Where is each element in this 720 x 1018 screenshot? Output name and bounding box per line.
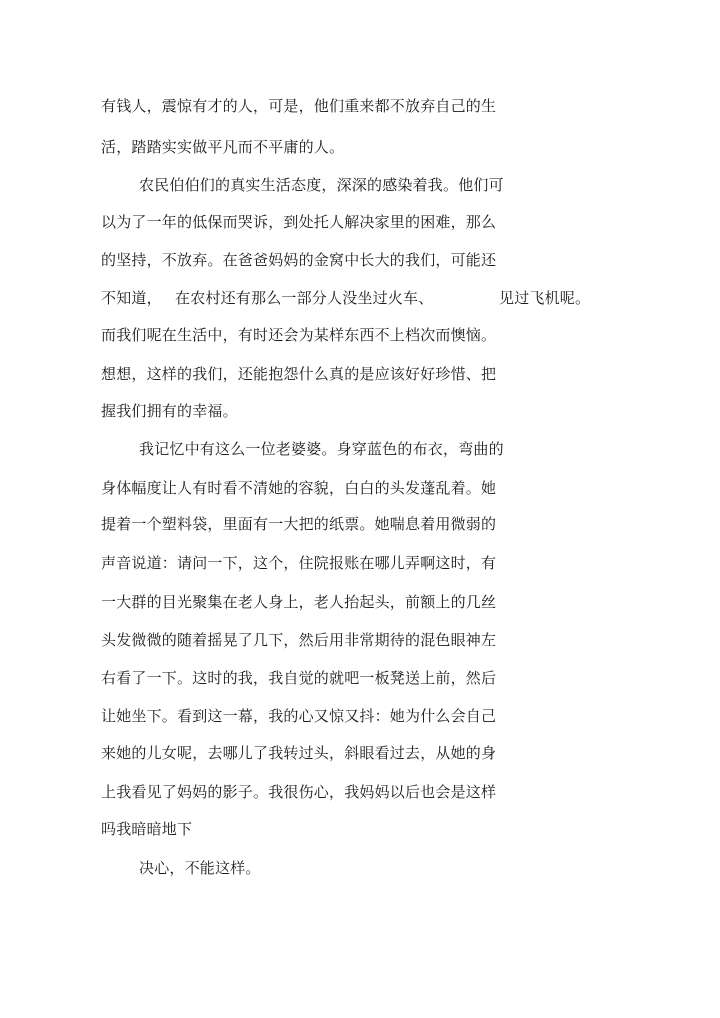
text-line: 活，踏踏实实做平凡而不平庸的人。 bbox=[101, 138, 345, 156]
text-line: 想想，这样的我们，还能抱怨什么真的是应该好好珍惜、把 bbox=[101, 365, 497, 383]
text-line: 右看了一下。这时的我，我自觉的就吧一板凳送上前，然后 bbox=[101, 669, 497, 687]
text-line: 以为了一年的低保而哭诉，到处托人解决家里的困难，那么 bbox=[101, 213, 497, 231]
text-line: 身体幅度让人有时看不清她的容貌，白白的头发蓬乱着。她 bbox=[101, 479, 497, 497]
paragraph-first-line: 农民伯伯们的真实生活态度，深深的感染着我。他们可 bbox=[139, 176, 504, 194]
paragraph-first-line: 决心，不能这样。 bbox=[139, 859, 261, 877]
text-line: 有钱人，震惊有才的人，可是，他们重来都不放弃自己的生 bbox=[101, 97, 497, 115]
text-line: 头发微微的随着摇晃了几下，然后用非常期待的混色眼神左 bbox=[101, 631, 497, 649]
text-line: 一大群的目光聚集在老人身上，老人抬起头，前额上的几丝 bbox=[101, 593, 497, 611]
text-segment: 见过飞机呢。 bbox=[499, 289, 591, 307]
text-line-with-gaps bbox=[101, 288, 601, 308]
paragraph-first-line: 我记忆中有这么一位老婆婆。身穿蓝色的布衣，弯曲的 bbox=[139, 440, 504, 458]
text-line: 的坚持，不放弃。在爸爸妈妈的金窝中长大的我们，可能还 bbox=[101, 251, 497, 269]
text-line: 提着一个塑料袋，里面有一大把的纸票。她喘息着用微弱的 bbox=[101, 515, 497, 533]
text-line: 来她的儿女呢，去哪儿了我转过头，斜眼看过去，从她的身 bbox=[101, 744, 497, 762]
text-line: 声音说道：请问一下，这个，住院报账在哪儿弄啊这时，有 bbox=[101, 554, 497, 572]
text-line: 吗我暗暗地下 bbox=[101, 820, 193, 838]
text-line: 而我们呢在生活中，有时还会为某样东西不上档次而懊恼。 bbox=[101, 326, 497, 344]
text-segment: 在农村还有那么一部分人没坐过火车、 bbox=[175, 289, 434, 307]
text-line: 让她坐下。看到这一幕，我的心又惊又抖：她为什么会自己 bbox=[101, 707, 497, 725]
text-segment: 不知道， bbox=[101, 289, 162, 307]
text-line: 上我看见了妈妈的影子。我很伤心，我妈妈以后也会是这样 bbox=[101, 783, 497, 801]
text-line: 握我们拥有的幸福。 bbox=[101, 402, 238, 420]
